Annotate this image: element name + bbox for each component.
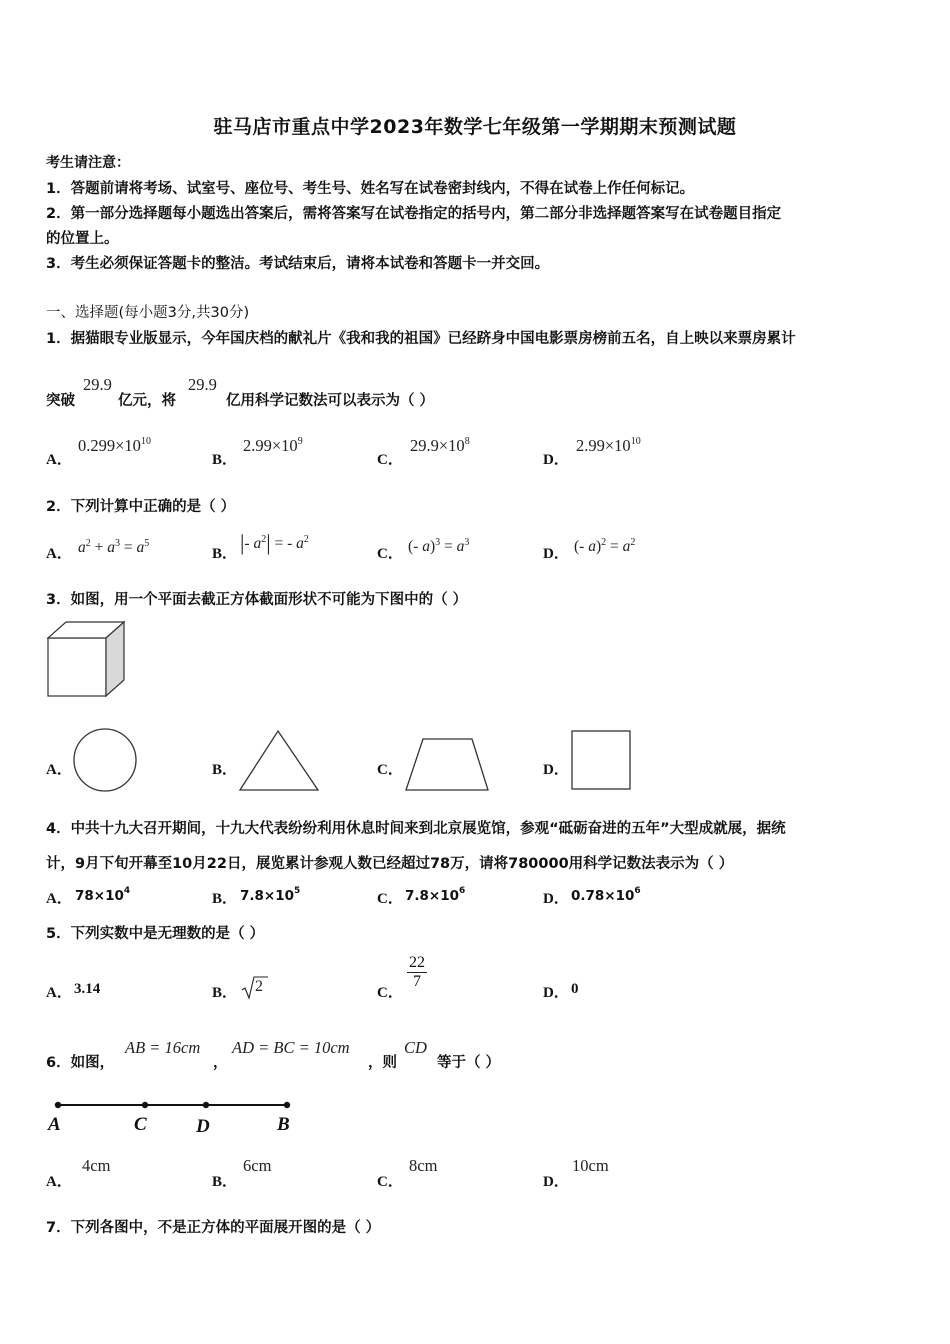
q6-condition-2: AD = BC = 10cm bbox=[232, 1038, 350, 1057]
q1-option-b-value[interactable]: $2.99\times 10^9$ bbox=[243, 436, 303, 455]
q3-option-c-trapezoid[interactable] bbox=[404, 737, 490, 793]
sqrt-radicand: 2 bbox=[255, 978, 263, 995]
q5-option-b-sqrt[interactable] bbox=[240, 973, 270, 1001]
q2-option-d-formula[interactable]: (- $a)^2 = a^2$ bbox=[574, 537, 636, 555]
q4-option-b-label[interactable]: B． bbox=[212, 891, 238, 907]
q4-option-c-label[interactable]: C． bbox=[377, 891, 403, 907]
q4-option-a-value[interactable]: $78\times 10^4$ bbox=[75, 886, 131, 904]
q7-stem: 7．下列各图中，不是正方体的平面展开图的是（ ） bbox=[46, 1220, 381, 1236]
q6-option-b-label[interactable]: B． bbox=[212, 1174, 238, 1190]
q6-line-segment-figure bbox=[44, 1096, 300, 1138]
q6-text-2: ，则 bbox=[368, 1055, 397, 1071]
q1-option-b-label[interactable]: B． bbox=[212, 452, 238, 468]
q1-option-c-label[interactable]: C． bbox=[377, 452, 403, 468]
q5-option-a-value[interactable]: 3.14 bbox=[74, 981, 101, 997]
q2-stem: 2．下列计算中正确的是（ ） bbox=[46, 499, 236, 515]
q4-option-c-value[interactable]: $7.8\times 10^6$ bbox=[405, 886, 466, 904]
q4-line1: 4．中共十九大召开期间，十九大代表纷纷利用休息时间来到北京展览馆，参观“砥砺奋进的五年”大型成就展，据统 bbox=[46, 821, 786, 837]
q1-option-d-label[interactable]: D． bbox=[543, 452, 569, 468]
q1-option-c-value[interactable]: $29.9\times 10^8$ bbox=[410, 436, 470, 455]
q5-option-c-fraction[interactable] bbox=[407, 954, 427, 991]
notice-item-2: 2．第一部分选择题每小题选出答案后，需将答案写在试卷指定的括号内，第二部分非选择题答案写在试卷题目指定 bbox=[46, 206, 782, 222]
q5-option-d-value[interactable]: 0 bbox=[571, 981, 579, 997]
q1-text-1: 突破 bbox=[46, 393, 75, 409]
q3-option-c-label[interactable]: C． bbox=[377, 762, 403, 778]
q4-option-d-label[interactable]: D． bbox=[543, 891, 569, 907]
page-title: 驻马店市重点中学2023年数学七年级第一学期期末预测试题 bbox=[213, 116, 737, 138]
point-d-dot bbox=[203, 1102, 209, 1108]
q3-option-b-label[interactable]: B． bbox=[212, 762, 238, 778]
q3-stem: 3．如图，用一个平面去截正方体截面形状不可能为下图中的（ ） bbox=[46, 592, 468, 608]
q3-option-b-triangle[interactable] bbox=[238, 729, 320, 793]
point-d-label: D bbox=[196, 1116, 210, 1137]
q4-line2: 计，9月下旬开幕至10月22日，展览累计参观人数已经超过78万，请将780000用科学记数法表示为（ ） bbox=[46, 856, 734, 872]
q1-line1: 1．据猫眼专业版显示，今年国庆档的献礼片《我和我的祖国》已经跻身中国电影票房榜前五名，自上映以来票房累计 bbox=[46, 331, 796, 347]
q4-option-a-label[interactable]: A． bbox=[46, 891, 72, 907]
q1-option-a-label[interactable]: A． bbox=[46, 452, 72, 468]
notice-item-2-cont: 的位置上。 bbox=[46, 231, 119, 247]
q4-option-b-value[interactable]: $7.8\times 10^5$ bbox=[240, 886, 301, 904]
fraction-denominator: 7 bbox=[413, 973, 421, 990]
q5-option-d-label[interactable]: D． bbox=[543, 985, 569, 1001]
q1-text-3: 亿用科学记数法可以表示为（ ） bbox=[226, 393, 435, 409]
fraction-numerator: 22 bbox=[409, 954, 425, 971]
q5-option-a-label[interactable]: A． bbox=[46, 985, 72, 1001]
q3-option-d-label[interactable]: D． bbox=[543, 762, 569, 778]
q5-stem: 5．下列实数中是无理数的是（ ） bbox=[46, 926, 265, 942]
q3-cube-figure bbox=[46, 620, 126, 700]
q2-option-d-label[interactable]: D． bbox=[543, 546, 569, 562]
q2-option-c-formula[interactable]: (- $a)^3 = a^3$ bbox=[408, 537, 470, 555]
q2-option-a-formula[interactable]: $a^2 + a^3 = a^5$ bbox=[78, 538, 150, 556]
q6-unknown: CD bbox=[404, 1038, 427, 1057]
q1-text-2: 亿元，将 bbox=[118, 393, 176, 409]
q3-option-d-square[interactable] bbox=[570, 729, 632, 791]
q5-option-c-label[interactable]: C． bbox=[377, 985, 403, 1001]
q3-option-a-label[interactable]: A． bbox=[46, 762, 72, 778]
q6-option-b-value[interactable]: 6cm bbox=[243, 1156, 272, 1175]
point-b-dot bbox=[284, 1102, 290, 1108]
q1-option-a-value[interactable]: $0.299\times 10^{10}$ bbox=[78, 436, 151, 455]
q1-value-2: 29.9 bbox=[188, 375, 217, 394]
point-a-label: A bbox=[48, 1114, 61, 1135]
q6-option-c-value[interactable]: 8cm bbox=[409, 1156, 438, 1175]
q4-option-d-value[interactable]: $0.78\times 10^6$ bbox=[571, 886, 641, 904]
q1-option-d-value[interactable]: $2.99\times 10^{10}$ bbox=[576, 436, 641, 455]
q1-value-1: 29.9 bbox=[83, 375, 112, 394]
q2-option-a-label[interactable]: A． bbox=[46, 546, 72, 562]
q2-option-b-formula[interactable]: |- $a^2|$ = - $a^2$ bbox=[240, 530, 309, 555]
notice-item-3: 3．考生必须保证答题卡的整洁。考试结束后，请将本试卷和答题卡一并交回。 bbox=[46, 256, 550, 272]
q6-condition-1: AB = 16cm bbox=[125, 1038, 201, 1057]
q6-option-d-value[interactable]: 10cm bbox=[572, 1156, 609, 1175]
q6-text-3: 等于（ ） bbox=[437, 1055, 501, 1071]
q5-option-b-label[interactable]: B． bbox=[212, 985, 238, 1001]
q6-option-d-label[interactable]: D． bbox=[543, 1174, 569, 1190]
q6-separator: ， bbox=[213, 1055, 228, 1071]
section-heading: 一、选择题(每小题3分,共30分) bbox=[46, 305, 250, 321]
q6-option-c-label[interactable]: C． bbox=[377, 1174, 403, 1190]
notice-heading: 考生请注意： bbox=[46, 155, 130, 171]
point-c-label: C bbox=[134, 1114, 147, 1135]
q6-text-1: 6．如图， bbox=[46, 1055, 115, 1071]
q3-option-a-circle[interactable] bbox=[72, 727, 138, 793]
q2-option-b-label[interactable]: B． bbox=[212, 546, 238, 562]
point-c-dot bbox=[142, 1102, 148, 1108]
notice-item-1: 1．答题前请将考场、试室号、座位号、考生号、姓名写在试卷密封线内，不得在试卷上作任何标记。 bbox=[46, 181, 695, 197]
point-b-label: B bbox=[277, 1114, 290, 1135]
q2-option-c-label[interactable]: C． bbox=[377, 546, 403, 562]
q6-option-a-value[interactable]: 4cm bbox=[82, 1156, 111, 1175]
point-a-dot bbox=[55, 1102, 61, 1108]
cube-drawing bbox=[48, 622, 124, 696]
q6-option-a-label[interactable]: A． bbox=[46, 1174, 72, 1190]
